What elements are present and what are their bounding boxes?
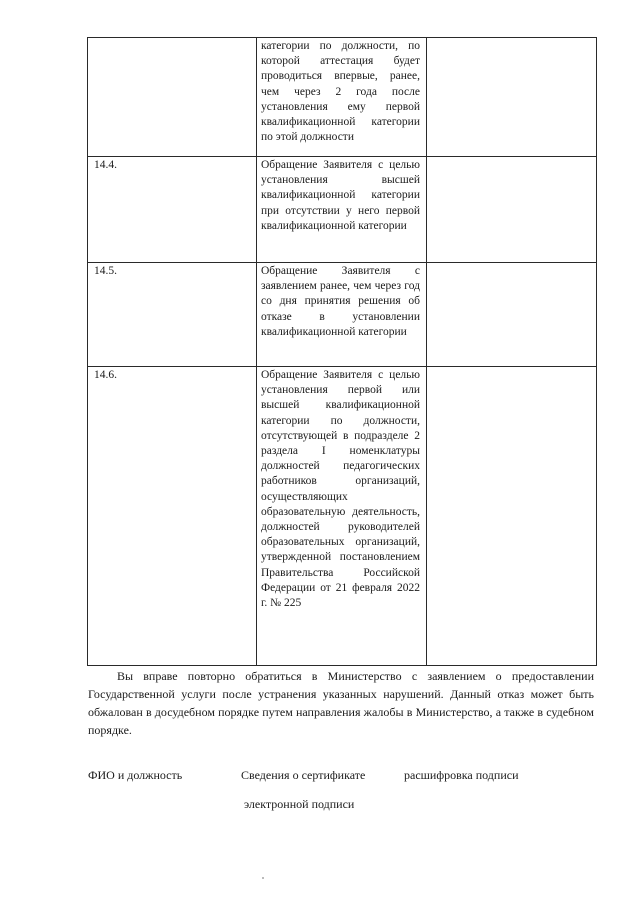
table-row-separator: [87, 156, 597, 157]
table-cell-number: 14.4.: [94, 159, 117, 171]
table-cell-description: категории по должности, по которой аттестация будет проводиться впервые, ранее, чем через 2 года после установления ему первой квалификационной категории по этой должности: [261, 40, 420, 144]
signature-decode-label: расшифровка подписи: [404, 768, 519, 782]
signature-fio-label: ФИО и должность: [88, 768, 183, 782]
table-row-separator: [87, 262, 597, 263]
table-border-left: [87, 37, 88, 666]
table-cell-number: 14.6.: [94, 369, 117, 381]
table-border-right: [596, 37, 597, 666]
table-divider-2: [426, 37, 427, 666]
signature-cert-label-line2: электронной подписи: [244, 797, 355, 811]
appeal-paragraph: Вы вправе повторно обратиться в Министерство с заявлением о предоставлении Государственной услуги после устранения указанных нарушений. Данный отказ может быть обжалован в досудебном порядке путем направления жалобы в Министерство, а также в судебном порядке.: [88, 669, 594, 737]
table-divider-1: [256, 37, 257, 666]
table-border-bottom: [87, 665, 597, 666]
table-cell-description: Обращение Заявителя с целью установления первой или высшей квалификационной категории по должности, отсутствующей в подразделе 2 раздела I номенклатуры должностей педагогических работников организаций, осуществляющих образовательную деятельность, должностей руководителей образовательных организаций, утвержденной постановлением Правительства Российской Федерации от 21 февраля 2022 г. № 225: [261, 369, 420, 610]
signature-cert-label: Сведения о сертификате: [241, 768, 366, 782]
scan-speck: [262, 877, 264, 879]
table-cell-description: Обращение Заявителя с заявлением ранее, чем через год со дня принятия решения об отказе в установлении квалификационной категории: [261, 265, 420, 338]
table-border-top: [87, 37, 597, 38]
table-cell-number: 14.5.: [94, 265, 117, 277]
table-row-separator: [87, 366, 597, 367]
table-cell-description: Обращение Заявителя с целью установления высшей квалификационной категории при отсутствии у него первой квалификационной категории: [261, 159, 420, 232]
